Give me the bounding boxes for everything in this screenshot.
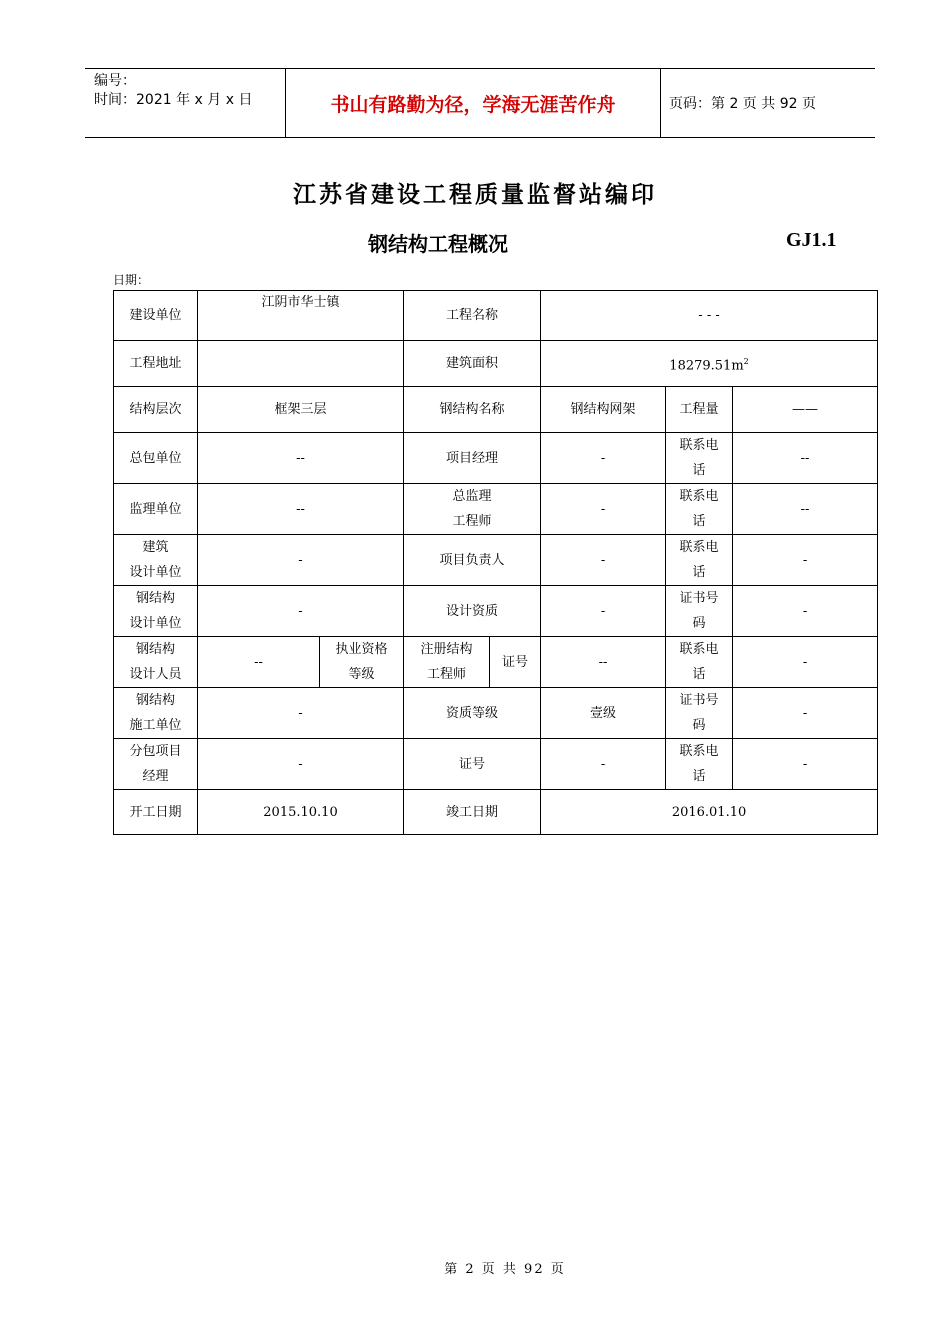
header-motto: 书山有路勤为径，学海无涯苦作舟 [285,69,661,137]
area-value: 18279.51m [669,358,744,374]
table-row [114,291,878,341]
label-line: 话 [692,565,706,580]
label-line: 联系电 [679,489,719,504]
label-line: 执业资格 [335,642,388,657]
cell-label: 竣工日期 [404,790,541,835]
table-row [114,341,878,387]
cell-label: 总包单位 [114,433,198,484]
cell-label [666,535,733,586]
cell-value: -- [198,637,320,688]
cell-label: 证号 [404,739,541,790]
label-line: 等级 [348,667,375,682]
cell-label: 监理单位 [114,484,198,535]
table-row [114,739,878,790]
cell-value: - [733,739,878,790]
cell-value: -- [198,433,404,484]
cell-label: 结构层次 [114,387,198,433]
label-line: 码 [692,616,706,631]
cell-label: 证号 [490,637,541,688]
table-row [114,387,878,433]
label-line: 钢结构 [135,642,175,657]
cell-label: 工程地址 [114,341,198,387]
cell-value: —— [733,387,878,433]
cell-value: - [198,535,404,586]
label-line: 设计人员 [129,667,182,682]
label-line: 联系电 [679,438,719,453]
table-row [114,535,878,586]
header-meta [85,69,285,137]
cell-value: - [541,739,666,790]
cell-value: -- [733,433,878,484]
date-label: 日期： [113,273,150,287]
table-row [114,637,878,688]
label-line: 钢结构 [135,693,175,708]
cell-value: 钢结构网架 [541,387,666,433]
label-line: 经理 [142,769,169,784]
label-line: 钢结构 [135,591,175,606]
cell-label [114,586,198,637]
label-line: 总监理 [452,489,492,504]
cell-label: 工程名称 [404,291,541,341]
cell-label: 资质等级 [404,688,541,739]
number-label: 编号： [94,73,136,89]
label-line: 建筑 [142,540,169,555]
cell-value: - [541,535,666,586]
label-line: 联系电 [679,642,719,657]
cell-value: 壹级 [541,688,666,739]
label-line: 施工单位 [129,718,182,733]
header-page-info: 页码：第 2 页 共 92 页 [669,96,816,112]
cell-value: - [198,739,404,790]
cell-label [320,637,404,688]
cell-value: - [541,586,666,637]
label-line: 话 [692,463,706,478]
cell-value: 框架三层 [198,387,404,433]
doc-title: 钢结构工程概况 [368,232,508,256]
label-line: 话 [692,769,706,784]
cell-label [114,637,198,688]
cell-value: - [198,688,404,739]
cell-value: - - - [541,291,878,341]
cell-label [666,484,733,535]
cell-label [114,739,198,790]
label-line: 话 [692,514,706,529]
cell-value: - [733,688,878,739]
cell-value: 2015.10.10 [198,790,404,835]
table-row [114,688,878,739]
cell-label [114,535,198,586]
label-line: 注册结构 [420,642,473,657]
table-row [114,433,878,484]
table-row [114,790,878,835]
label-line: 证书号 [679,693,719,708]
label-line: 分包项目 [129,744,182,759]
cell-value: 江阴市华士镇 [198,291,404,341]
cell-value: -- [733,484,878,535]
cell-value [198,341,404,387]
cell-value: - [198,586,404,637]
cell-value: - [733,535,878,586]
label-line: 联系电 [679,540,719,555]
cell-label: 开工日期 [114,790,198,835]
cell-value: 2016.01.10 [541,790,878,835]
cell-label [404,484,541,535]
org-title: 江苏省建设工程质量监督站编印 [293,181,657,208]
label-line: 设计单位 [129,565,182,580]
header-strip [85,68,875,138]
cell-label [666,688,733,739]
cell-label [666,433,733,484]
label-line: 证书号 [679,591,719,606]
table-row [114,586,878,637]
project-overview-table [113,290,878,835]
label-line: 设计单位 [129,616,182,631]
cell-label [114,688,198,739]
cell-value: -- [198,484,404,535]
table-row [114,484,878,535]
area-unit-sup: 2 [743,356,749,366]
cell-label [666,637,733,688]
cell-value: - [733,637,878,688]
label-line: 工程师 [427,667,467,682]
label-line: 联系电 [679,744,719,759]
cell-label: 钢结构名称 [404,387,541,433]
cell-label [666,739,733,790]
cell-value: - [541,484,666,535]
cell-label: 项目负责人 [404,535,541,586]
doc-code: GJ1.1 [786,229,837,251]
cell-label: 设计资质 [404,586,541,637]
label-line: 码 [692,718,706,733]
time-label: 时间：2021 年 x 月 x 日 [94,92,253,108]
cell-label: 项目经理 [404,433,541,484]
label-line: 工程师 [452,514,492,529]
cell-label: 建设单位 [114,291,198,341]
cell-label [666,586,733,637]
cell-value [541,341,878,387]
label-line: 话 [692,667,706,682]
cell-label: 工程量 [666,387,733,433]
page-footer: 第 2 页 共 92 页 [444,1262,566,1277]
cell-value: - [733,586,878,637]
cell-value: - [541,433,666,484]
cell-value: -- [541,637,666,688]
cell-label [404,637,490,688]
cell-label: 建筑面积 [404,341,541,387]
